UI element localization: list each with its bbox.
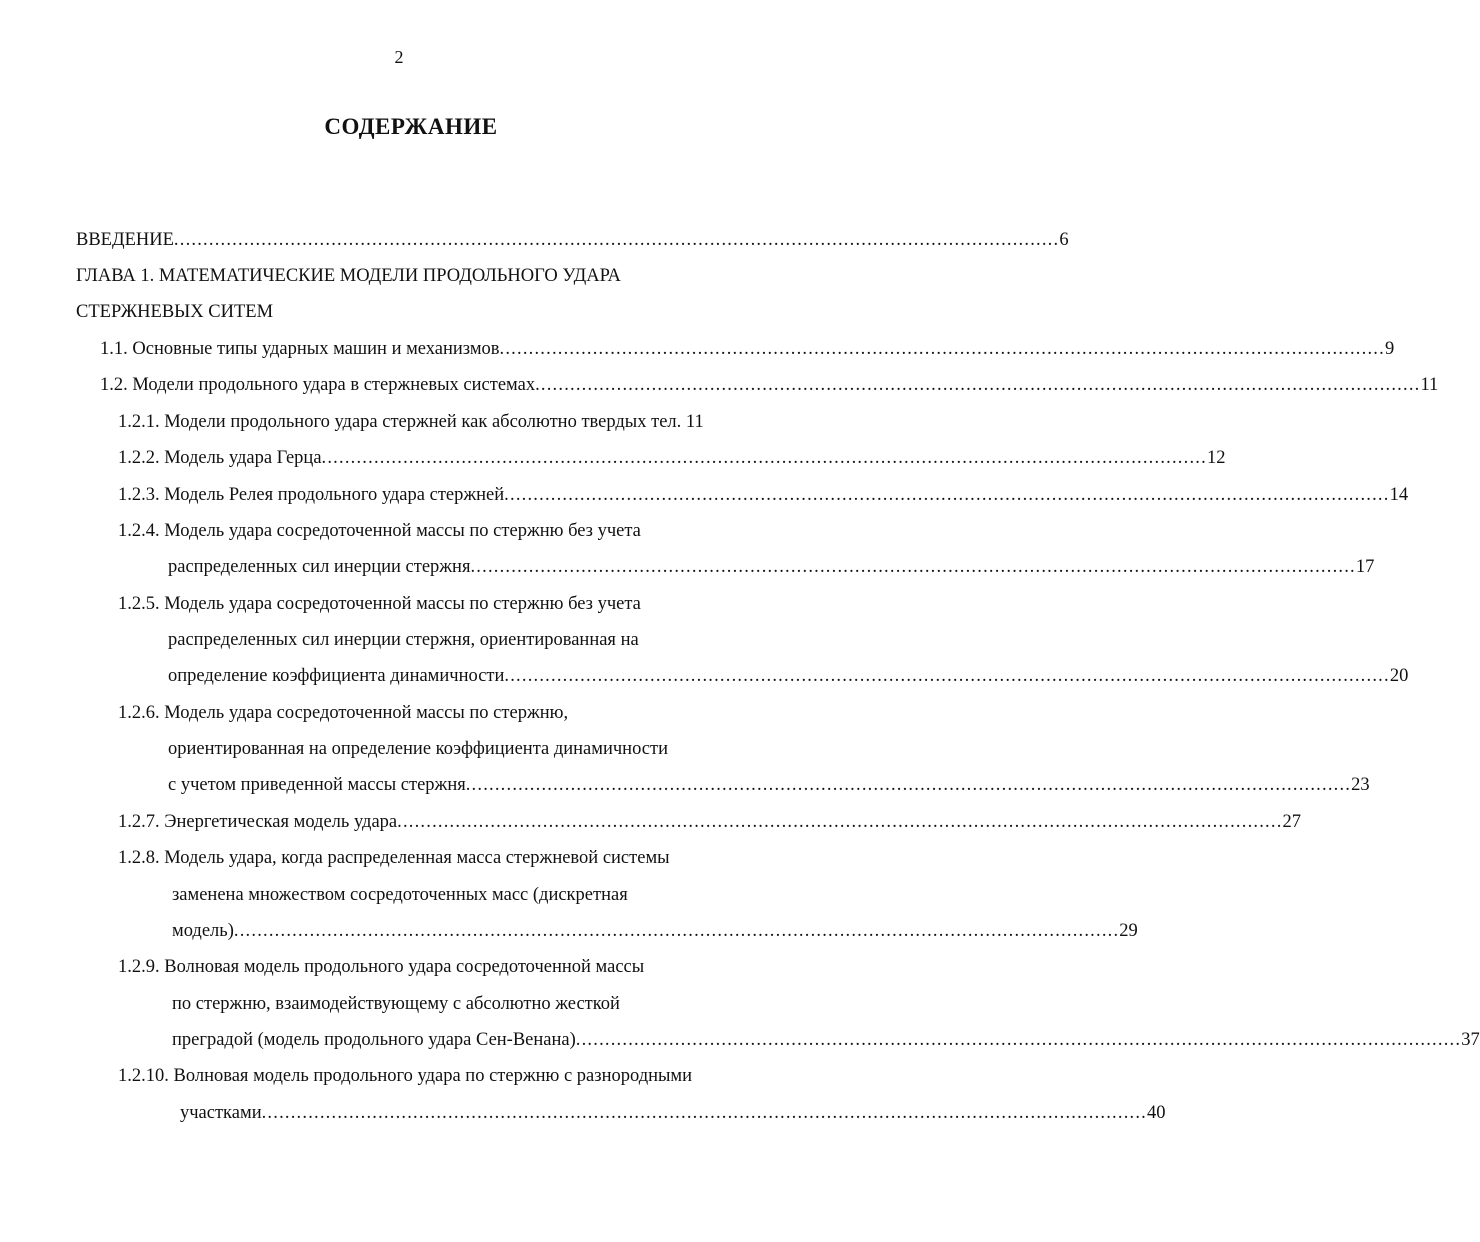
toc-leader: ........................................................................................................................................................ [504, 485, 1390, 505]
toc-leader: ........................................................................................................................................................ [261, 1103, 1147, 1123]
toc-entry-text: 1.2.6. Модель удара сосредоточенной массы по стержню, [118, 703, 569, 723]
toc-entry-text: распределенных сил инерции стержня [168, 557, 471, 577]
toc-leader: ........................................................................................................................................................ [173, 230, 1060, 250]
toc-entry-text: 1.2.8. Модель удара, когда распределенная масса стержневой системы [118, 848, 670, 868]
toc-entry [118, 513, 641, 549]
toc-entry [168, 658, 1409, 694]
toc-entry [168, 767, 1370, 803]
toc-entry-text: 1.2.9. Волновая модель продольного удара сосредоточенной массы [118, 957, 645, 977]
toc-leader: ........................................................................................................................................................ [233, 921, 1120, 941]
toc-entry-text: ГЛАВА 1. МАТЕМАТИЧЕСКИЕ МОДЕЛИ ПРОДОЛЬНОГО УДАРА [76, 266, 621, 286]
toc-entry-text: определение коэффициента динамичности [168, 666, 505, 686]
toc-leader: ........................................................................................................................................................ [504, 666, 1390, 686]
toc-entry [172, 913, 1138, 949]
toc-leader: ........................................................................................................................................................ [465, 775, 1352, 795]
toc-leader: ........................................................................................................................................................ [499, 339, 1385, 359]
toc-entry-text: 1.1. Основные типы ударных машин и механизмов [100, 339, 500, 359]
toc-entry [172, 986, 620, 1022]
toc-entry [118, 949, 644, 985]
toc-entry [118, 695, 568, 731]
toc-entry-text: распределенных сил инерции стержня, ориентированная на [168, 630, 639, 650]
toc-entry-page: 14 [1389, 485, 1409, 505]
toc-entry [76, 222, 1069, 258]
toc-entry [100, 367, 1439, 403]
toc-entry-page: 11 [1420, 375, 1439, 395]
toc-entry [172, 877, 628, 913]
toc-entry-page: 12 [1206, 448, 1226, 468]
toc-entry-text: ВВЕДЕНИЕ [76, 230, 174, 250]
toc-entry-text: 1.2.4. Модель удара сосредоточенной массы по стержню без учета [118, 521, 641, 541]
toc-entry-page: 37 [1461, 1030, 1480, 1050]
toc-entry-page: 29 [1119, 921, 1138, 941]
toc-entry-text: ориентированная на определение коэффициента динамичности [168, 739, 668, 759]
toc-entry-text: СТЕРЖНЕВЫХ СИТЕМ [76, 302, 274, 322]
toc-entry-text: 1.2.10. Волновая модель продольного удара по стержню с разнородными [118, 1066, 693, 1086]
toc-entry [118, 477, 1409, 513]
toc-entry-text: с учетом приведенной массы стержня [168, 775, 466, 795]
toc-leader: ........................................................................................................................................................ [470, 557, 1356, 577]
toc-entry-text: заменена множеством сосредоточенных масс (дискретная [172, 885, 628, 905]
toc-entry [100, 331, 1395, 367]
toc-entry [180, 1095, 1166, 1131]
toc-entry-text: 1.2.5. Модель удара сосредоточенной массы по стержню без учета [118, 594, 641, 614]
toc-entry-page: 27 [1282, 812, 1302, 832]
toc-entry-text: модель) [172, 921, 234, 941]
toc-entry [168, 622, 639, 658]
toc-entry [76, 258, 621, 294]
toc-entry [118, 1058, 692, 1094]
toc-entry-text: 1.2.2. Модель удара Герца [118, 448, 322, 468]
toc-entry-text: преградой (модель продольного удара Сен-Венана) [172, 1030, 576, 1050]
toc-entry-page: 9 [1384, 339, 1395, 359]
toc-entry-text: по стержню, взаимодействующему с абсолютно жесткой [172, 994, 620, 1014]
toc-leader: ........................................................................................................................................................ [535, 375, 1421, 395]
toc-entry-text: участками [180, 1103, 262, 1123]
toc-entry-page: 6 [1059, 230, 1069, 250]
toc-entry [118, 804, 1302, 840]
toc-entry-text: 1.2.3. Модель Релея продольного удара стержней [118, 485, 505, 505]
toc-leader: ........................................................................................................................................................ [397, 812, 1283, 832]
toc-entry [118, 586, 641, 622]
toc-entry-text: 1.2.1. Модели продольного удара стержней как абсолютно твердых тел. 11 [118, 412, 704, 432]
toc-entry [118, 404, 704, 440]
toc-leader: ........................................................................................................................................................ [321, 448, 1207, 468]
toc-entry-page: 17 [1355, 557, 1375, 577]
toc-entry [76, 294, 273, 330]
toc-entry [168, 731, 668, 767]
page-title: СОДЕРЖАНИЕ [324, 114, 498, 139]
toc-entry-text: 1.2.7. Энергетическая модель удара [118, 812, 398, 832]
toc-entry [168, 549, 1375, 585]
toc-entry [118, 440, 1226, 476]
page-number: 2 [394, 47, 404, 67]
toc-entry [118, 840, 670, 876]
toc-entry-page: 23 [1351, 775, 1370, 795]
toc-entry-text: 1.2. Модели продольного удара в стержневых системах [100, 375, 536, 395]
toc-entry-page: 40 [1147, 1103, 1166, 1123]
toc-entry [172, 1022, 1480, 1058]
toc-entry-page: 20 [1389, 666, 1409, 686]
toc-leader: ........................................................................................................................................................ [575, 1030, 1462, 1050]
